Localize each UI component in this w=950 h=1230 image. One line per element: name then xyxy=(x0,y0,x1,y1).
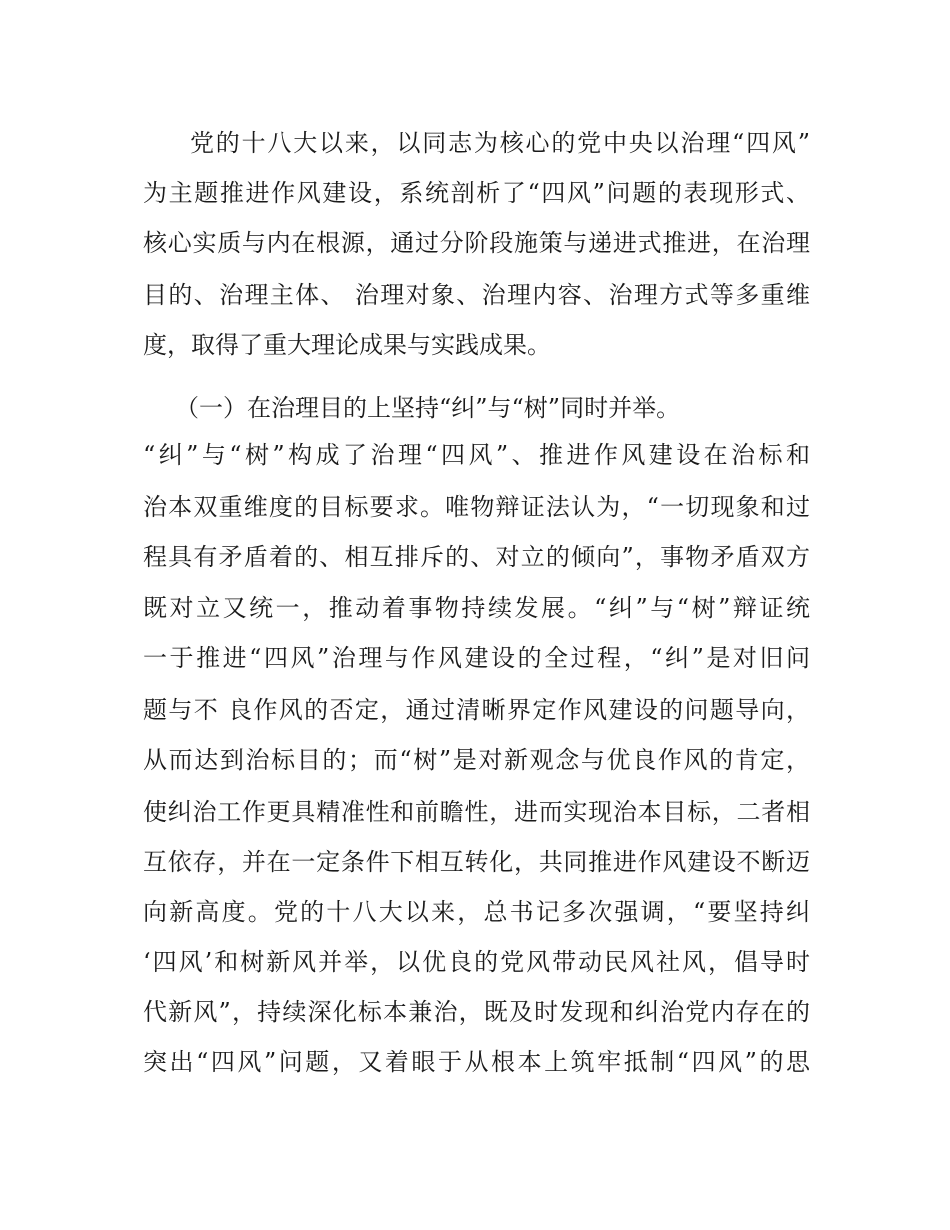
text-line: 程具有矛盾着的、相互排斥的、对立的倾向”，事物矛盾双方 xyxy=(143,543,810,571)
text-line: 题与不 良作风的否定，通过清晰界定作风建设的问题导向， xyxy=(143,696,810,724)
text-line: 一于推进“四风”治理与作风建设的全过程，“纠”是对旧问 xyxy=(143,644,810,672)
text-line: 为主题推进作风建设，系统剖析了“四风”问题的表现形式、 xyxy=(143,179,810,207)
text-line: “纠”与“树”构成了治理“四风”、推进作风建设在治标和 xyxy=(143,441,810,469)
text-line: 互依存，并在一定条件下相互转化，共同推进作风建设不断迈 xyxy=(143,848,810,876)
section-heading: （一）在治理目的上坚持“纠”与“树”同时并举。 xyxy=(175,394,681,422)
text-line: 治本双重维度的目标要求。唯物辩证法认为，“一切现象和过 xyxy=(143,493,810,521)
text-line: ‘四风’和树新风并举，以优良的党风带动民风社风，倡导时 xyxy=(143,948,810,976)
text-line: 度，取得了重大理论成果与实践成果。 xyxy=(143,331,551,359)
text-line: 代新风”，持续深化标本兼治，既及时发现和纠治党内存在的 xyxy=(143,998,810,1026)
text-line: 向新高度。党的十八大以来，总书记多次强调，“要坚持纠 xyxy=(143,898,810,926)
text-line: 党的十八大以来，以同志为核心的党中央以治理“四风” xyxy=(190,129,810,157)
text-line: 核心实质与内在根源，通过分阶段施策与递进式推进，在治理 xyxy=(143,229,810,257)
text-line: 突出“四风”问题，又着眼于从根本上筑牢抵制“四风”的思 xyxy=(143,1048,810,1076)
text-line: 目的、治理主体、 治理对象、治理内容、治理方式等多重维 xyxy=(143,281,810,309)
text-line: 使纠治工作更具精准性和前瞻性，进而实现治本目标，二者相 xyxy=(143,798,810,826)
text-line: 既对立又统一，推动着事物持续发展。“纠”与“树”辩证统 xyxy=(143,594,810,622)
text-line: 从而达到治标目的；而“树”是对新观念与优良作风的肯定， xyxy=(143,746,810,774)
